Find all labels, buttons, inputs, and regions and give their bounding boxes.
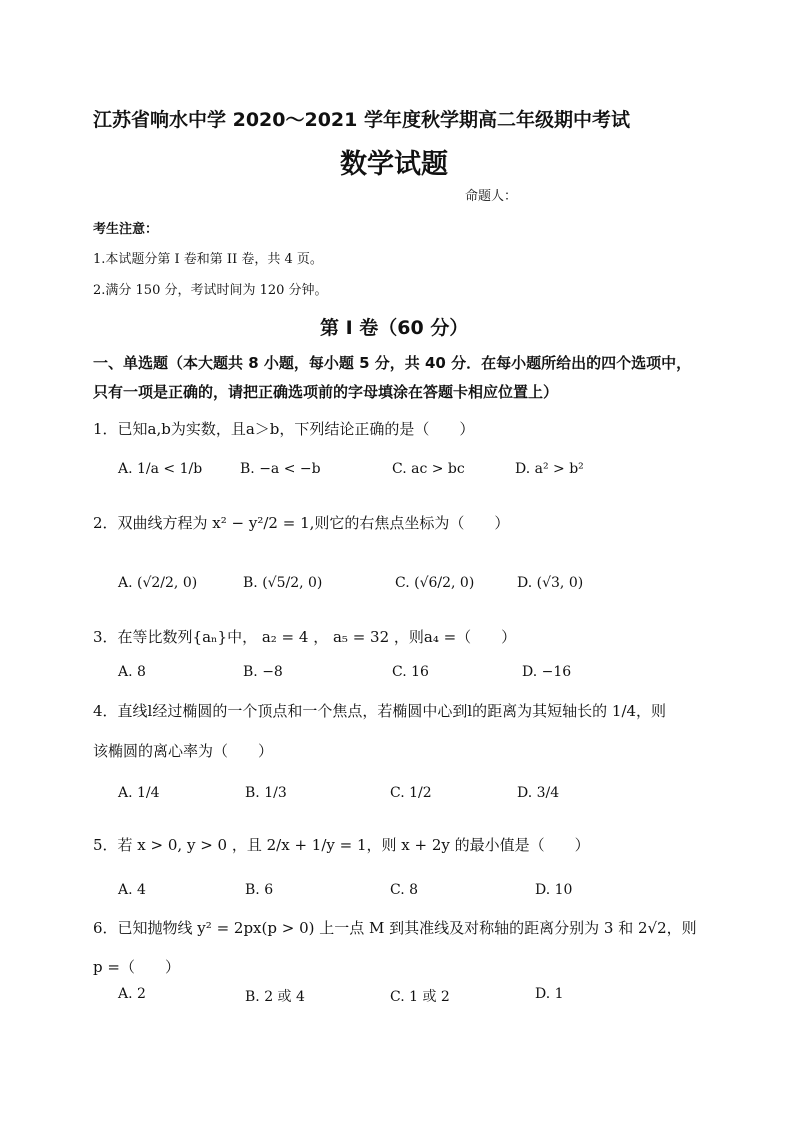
- notice-heading: 考生注意：: [93, 222, 159, 237]
- question-2-option-a: A. (√2/2, 0): [118, 575, 198, 591]
- notice-line-2: 2.满分 150 分，考试时间为 120 分钟。: [93, 283, 328, 298]
- question-2-option-b: B. (√5/2, 0): [243, 575, 323, 591]
- question-5-option-c: C. 8: [390, 882, 419, 898]
- question-1-option-c: C. ac > bc: [392, 461, 465, 477]
- question-5-stem: 5．若 x > 0, y > 0 ，且 2/x + 1/y = 1，则 x + 2y 的最小值是（ ）: [93, 836, 590, 854]
- question-1-option-b: B. −a < −b: [240, 461, 321, 477]
- question-3-option-b: B. −8: [243, 664, 283, 680]
- exam-title: 江苏省响水中学 2020～2021 学年度秋学期高二年级期中考试: [93, 109, 630, 131]
- question-4-option-d: D. 3/4: [517, 785, 560, 801]
- question-1-option-d: D. a² > b²: [515, 461, 584, 477]
- question-4-option-b: B. 1/3: [245, 785, 287, 801]
- question-2-stem: 2．双曲线方程为 x² − y²/2 = 1,则它的右焦点坐标为（ ）: [93, 514, 510, 532]
- question-4-stem-line2: 该椭圆的离心率为（ ）: [93, 742, 274, 760]
- question-6-option-c: C. 1 或 2: [390, 989, 450, 1005]
- notice-line-1: 1.本试题分第 I 卷和第 II 卷，共 4 页。: [93, 252, 323, 267]
- question-5-option-b: B. 6: [245, 882, 274, 898]
- subject-title: 数学试题: [340, 149, 448, 180]
- question-6-option-a: A. 2: [118, 986, 146, 1002]
- question-2-option-c: C. (√6/2, 0): [395, 575, 475, 591]
- question-5-option-a: A. 4: [118, 882, 146, 898]
- question-3-option-a: A. 8: [118, 664, 146, 680]
- question-3-stem: 3．在等比数列{aₙ}中， a₂ = 4 ， a₅ = 32 ，则a₄ =（ ）: [93, 628, 517, 646]
- question-6-stem-line1: 6．已知抛物线 y² = 2px(p > 0) 上一点 M 到其准线及对称轴的距离分别为 3 和 2√2，则: [93, 919, 697, 937]
- section1-heading-line2: 只有一项是正确的，请把正确选项前的字母填涂在答题卡相应位置上）: [93, 383, 559, 401]
- question-1-option-a: A. 1/a < 1/b: [118, 461, 203, 477]
- question-6-option-d: D. 1: [535, 986, 564, 1002]
- question-4-option-a: A. 1/4: [118, 785, 160, 801]
- question-5-option-d: D. 10: [535, 882, 573, 898]
- author-label: 命题人：: [465, 189, 518, 204]
- question-4-option-c: C. 1/2: [390, 785, 432, 801]
- section1-heading-line1: 一、单选题（本大题共 8 小题，每小题 5 分，共 40 分．在每小题所给出的四个选项中，: [93, 354, 692, 372]
- question-2-option-d: D. (√3, 0): [517, 575, 584, 591]
- part1-title: 第 I 卷（60 分）: [320, 317, 469, 339]
- question-6-stem-line2: p =（ ）: [93, 958, 180, 976]
- question-6-option-b: B. 2 或 4: [245, 989, 305, 1005]
- question-4-stem-line1: 4．直线l经过椭圆的一个顶点和一个焦点，若椭圆中心到l的距离为其短轴长的 1/4，则: [93, 702, 667, 720]
- question-3-option-c: C. 16: [392, 664, 429, 680]
- question-1-stem: 1．已知a,b为实数，且a＞b，下列结论正确的是（ ）: [93, 420, 475, 438]
- question-3-option-d: D. −16: [522, 664, 572, 680]
